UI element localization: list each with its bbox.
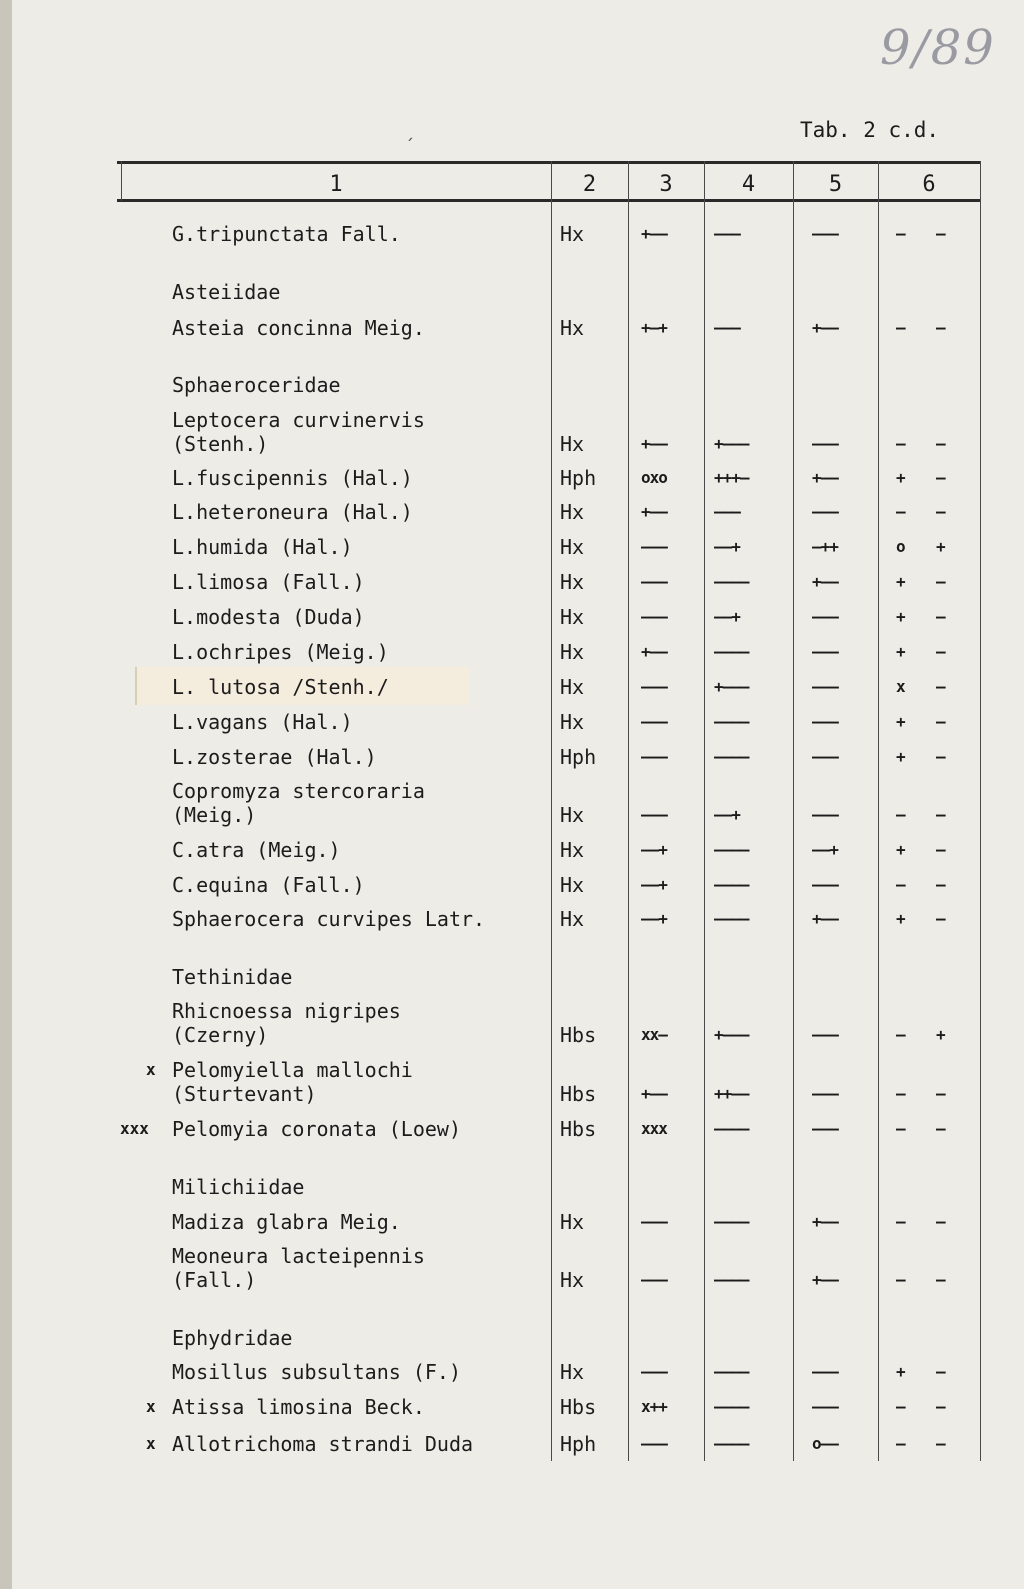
species-name: L.zosterae (Hal.) — [172, 745, 377, 769]
col6-value-b: – — [936, 434, 945, 453]
habitat-code: Hx — [560, 570, 585, 594]
species-name: G.tripunctata Fall. — [172, 222, 401, 246]
col3-value: ——+ — [641, 909, 667, 928]
col5-value: ——— — [812, 747, 838, 766]
col3-value: ——+ — [641, 875, 667, 894]
col4-value: ———— — [714, 747, 749, 766]
col5-value: ——— — [812, 805, 838, 824]
column-divider — [793, 161, 794, 1461]
col5-value: +—— — [812, 572, 838, 591]
column-header-3: 3 — [659, 172, 673, 197]
col6-value-a: – — [896, 224, 905, 243]
col5-value: ——— — [812, 502, 838, 521]
col3-value: +—— — [641, 224, 667, 243]
col6-value-a: – — [896, 1270, 905, 1289]
habitat-code: Hx — [560, 710, 585, 734]
col3-value: ——— — [641, 1362, 667, 1381]
species-name: L.vagans (Hal.) — [172, 710, 353, 734]
col5-value: ——— — [812, 224, 838, 243]
col4-value: ———— — [714, 1119, 749, 1138]
table-top-rule — [117, 161, 981, 164]
col5-value: ——— — [812, 607, 838, 626]
col6-value-a: – — [896, 1084, 905, 1103]
col6-value-a: + — [896, 607, 905, 626]
column-header-2: 2 — [582, 172, 597, 197]
col6-value-b: – — [936, 642, 945, 661]
habitat-code: Hx — [560, 1268, 585, 1292]
col4-value: ———— — [714, 1212, 749, 1231]
species-name: Leptocera curvinervis — [172, 408, 425, 432]
col5-value: ——— — [812, 1025, 838, 1044]
col6-value-a: + — [896, 909, 905, 928]
col6-value-a: – — [896, 318, 905, 337]
species-name: Madiza glabra Meig. — [172, 1210, 401, 1234]
col6-value-b: – — [936, 677, 945, 696]
col6-value-b: – — [936, 909, 945, 928]
col3-value: oxo — [641, 468, 667, 487]
col6-value-b: – — [936, 468, 945, 487]
col6-value-a: – — [896, 502, 905, 521]
col3-value: +–+ — [641, 318, 667, 337]
row-marker: xxx — [120, 1119, 149, 1138]
species-name: C.atra (Meig.) — [172, 838, 341, 862]
col3-value: ——— — [641, 805, 667, 824]
col4-value: ——+ — [714, 537, 740, 556]
col4-value: +——— — [714, 434, 749, 453]
habitat-code: Hx — [560, 873, 585, 897]
col4-value: +——— — [714, 1025, 749, 1044]
species-name: L.humida (Hal.) — [172, 535, 353, 559]
table-label: Tab. 2 c.d. — [800, 118, 940, 142]
col3-value: +—— — [641, 434, 667, 453]
habitat-code: Hx — [560, 907, 585, 931]
col6-value-b: – — [936, 1397, 945, 1416]
col3-value: +—— — [641, 642, 667, 661]
species-name: Rhicnoessa nigripes — [172, 999, 401, 1023]
col5-value: ——— — [812, 642, 838, 661]
col6-value-b: – — [936, 1434, 945, 1453]
habitat-code: Hx — [560, 535, 585, 559]
col6-value-a: o — [896, 537, 905, 556]
col4-value: ———— — [714, 1397, 749, 1416]
col3-value: xx– — [641, 1025, 667, 1044]
family-name: Tethinidae — [172, 965, 293, 989]
col3-value: ——— — [641, 677, 667, 696]
col6-value-b: – — [936, 1212, 945, 1231]
col3-value: ——— — [641, 537, 667, 556]
col6-value-a: – — [896, 875, 905, 894]
col3-value: ——— — [641, 572, 667, 591]
col6-value-b: – — [936, 1084, 945, 1103]
col6-value-b: – — [936, 502, 945, 521]
stray-mark: ˏ — [405, 120, 416, 141]
col6-value-b: – — [936, 1119, 945, 1138]
col5-value: +—— — [812, 1212, 838, 1231]
habitat-code: Hx — [560, 432, 585, 456]
col6-value-a: x — [896, 677, 905, 696]
col5-value: +—— — [812, 318, 838, 337]
col3-value: ——— — [641, 1212, 667, 1231]
col4-value: ——— — [714, 318, 740, 337]
col6-value-b: – — [936, 318, 945, 337]
col3-value: ——— — [641, 607, 667, 626]
col6-value-a: + — [896, 712, 905, 731]
species-name: (Fall.) — [172, 1268, 257, 1292]
species-name: L.heteroneura (Hal.) — [172, 500, 413, 524]
col6-value-a: – — [896, 1397, 905, 1416]
col6-value-b: – — [936, 875, 945, 894]
family-name: Sphaeroceridae — [172, 373, 341, 397]
habitat-code: Hx — [560, 838, 585, 862]
col4-value: ++—— — [714, 1084, 749, 1103]
col4-value: ——+ — [714, 607, 740, 626]
habitat-code: Hbs — [560, 1082, 597, 1106]
col6-value-a: + — [896, 840, 905, 859]
species-name: Mosillus subsultans (F.) — [172, 1360, 461, 1384]
col4-value: ——— — [714, 224, 740, 243]
col4-value: ———— — [714, 712, 749, 731]
col6-value-b: – — [936, 805, 945, 824]
col6-value-b: + — [936, 537, 945, 556]
species-name: L.limosa (Fall.) — [172, 570, 365, 594]
species-name: L.fuscipennis (Hal.) — [172, 466, 413, 490]
species-name: Allotrichoma strandi Duda — [172, 1432, 474, 1456]
col3-value: ——— — [641, 712, 667, 731]
habitat-code: Hbs — [560, 1117, 597, 1141]
document-page — [12, 0, 1024, 1589]
page-annotation: 9/89 — [880, 20, 996, 76]
col3-value: ——— — [641, 747, 667, 766]
col5-value: –++ — [812, 537, 838, 556]
species-name: (Sturtevant) — [172, 1082, 317, 1106]
col6-value-a: – — [896, 1434, 905, 1453]
habitat-code: Hph — [560, 466, 597, 490]
column-divider — [878, 161, 879, 1461]
col6-value-a: + — [896, 1362, 905, 1381]
col5-value: ——— — [812, 434, 838, 453]
col3-value: x++ — [641, 1397, 667, 1416]
species-name: Meoneura lacteipennis — [172, 1244, 425, 1268]
header-bottom-rule — [117, 199, 981, 202]
column-divider — [980, 161, 981, 1461]
col4-value: ——— — [714, 502, 740, 521]
habitat-code: Hbs — [560, 1023, 597, 1047]
col4-value: ———— — [714, 1270, 749, 1289]
col6-value-a: + — [896, 468, 905, 487]
habitat-code: Hx — [560, 605, 585, 629]
species-name: L. lutosa /Stenh./ — [172, 675, 389, 699]
col4-value: +++– — [714, 468, 749, 487]
column-divider — [551, 161, 552, 1461]
col6-value-b: – — [936, 1362, 945, 1381]
species-name: (Stenh.) — [172, 432, 269, 456]
col4-value: +——— — [714, 677, 749, 696]
col4-value: ———— — [714, 1362, 749, 1381]
col5-value: +—— — [812, 468, 838, 487]
col6-value-b: – — [936, 840, 945, 859]
col5-value: ——— — [812, 1397, 838, 1416]
species-name: Asteia concinna Meig. — [172, 316, 425, 340]
col5-value: ——— — [812, 677, 838, 696]
col5-value: ——+ — [812, 840, 838, 859]
column-header-4: 4 — [741, 172, 756, 197]
col6-value-b: – — [936, 224, 945, 243]
col3-value: ——— — [641, 1270, 667, 1289]
col6-value-b: – — [936, 712, 945, 731]
col3-value: ——+ — [641, 840, 667, 859]
column-divider — [704, 161, 705, 1461]
col6-value-a: + — [896, 572, 905, 591]
col5-value: ——— — [812, 712, 838, 731]
col4-value: ———— — [714, 1434, 749, 1453]
col5-value: +—— — [812, 1270, 838, 1289]
species-name: Pelomyiella mallochi — [172, 1058, 413, 1082]
habitat-code: Hx — [560, 222, 585, 246]
family-name: Milichiidae — [172, 1175, 305, 1199]
col3-value: xxx — [641, 1119, 667, 1138]
species-name: Sphaerocera curvipes Latr. — [172, 907, 486, 931]
habitat-code: Hph — [560, 745, 597, 769]
row-marker: x — [146, 1060, 156, 1079]
col6-value-a: + — [896, 747, 905, 766]
col6-value-b: – — [936, 572, 945, 591]
species-name: L.modesta (Duda) — [172, 605, 365, 629]
family-name: Ephydridae — [172, 1326, 293, 1350]
column-header-6: 6 — [922, 172, 936, 197]
col3-value: +—— — [641, 1084, 667, 1103]
col6-value-a: – — [896, 1025, 905, 1044]
col4-value: ———— — [714, 875, 749, 894]
col5-value: +—— — [812, 909, 838, 928]
col6-value-a: – — [896, 1119, 905, 1138]
habitat-code: Hx — [560, 640, 585, 664]
col5-value: o—— — [812, 1434, 838, 1453]
col5-value: ——— — [812, 875, 838, 894]
col4-value: ———— — [714, 909, 749, 928]
col6-value-a: – — [896, 1212, 905, 1231]
col4-value: ———— — [714, 572, 749, 591]
col6-value-b: + — [936, 1025, 945, 1044]
col6-value-b: – — [936, 747, 945, 766]
column-divider — [628, 161, 629, 1461]
species-name: C.equina (Fall.) — [172, 873, 365, 897]
col3-value: +—— — [641, 502, 667, 521]
col6-value-a: – — [896, 805, 905, 824]
col5-value: ——— — [812, 1084, 838, 1103]
col5-value: ——— — [812, 1362, 838, 1381]
page-edge — [0, 0, 12, 1589]
species-name: (Czerny) — [172, 1023, 269, 1047]
col5-value: ——— — [812, 1119, 838, 1138]
habitat-code: Hx — [560, 1210, 585, 1234]
col6-value-a: – — [896, 434, 905, 453]
species-name: Copromyza stercoraria — [172, 779, 425, 803]
column-header-1: 1 — [329, 172, 343, 197]
habitat-code: Hx — [560, 1360, 585, 1384]
habitat-code: Hx — [560, 803, 585, 827]
habitat-code: Hx — [560, 316, 585, 340]
column-header-5: 5 — [828, 172, 843, 197]
habitat-code: Hph — [560, 1432, 597, 1456]
col6-value-b: – — [936, 607, 945, 626]
row-marker: x — [146, 1434, 156, 1453]
col6-value-a: + — [896, 642, 905, 661]
col4-value: ——+ — [714, 805, 740, 824]
habitat-code: Hx — [560, 500, 585, 524]
col4-value: ———— — [714, 642, 749, 661]
col3-value: ——— — [641, 1434, 667, 1453]
col6-value-b: – — [936, 1270, 945, 1289]
habitat-code: Hbs — [560, 1395, 597, 1419]
species-name: Atissa limosina Beck. — [172, 1395, 425, 1419]
row-marker: x — [146, 1397, 156, 1416]
col4-value: ———— — [714, 840, 749, 859]
family-name: Asteiidae — [172, 280, 281, 304]
species-name: (Meig.) — [172, 803, 257, 827]
habitat-code: Hx — [560, 675, 585, 699]
species-name: Pelomyia coronata (Loew) — [172, 1117, 461, 1141]
species-name: L.ochripes (Meig.) — [172, 640, 389, 664]
